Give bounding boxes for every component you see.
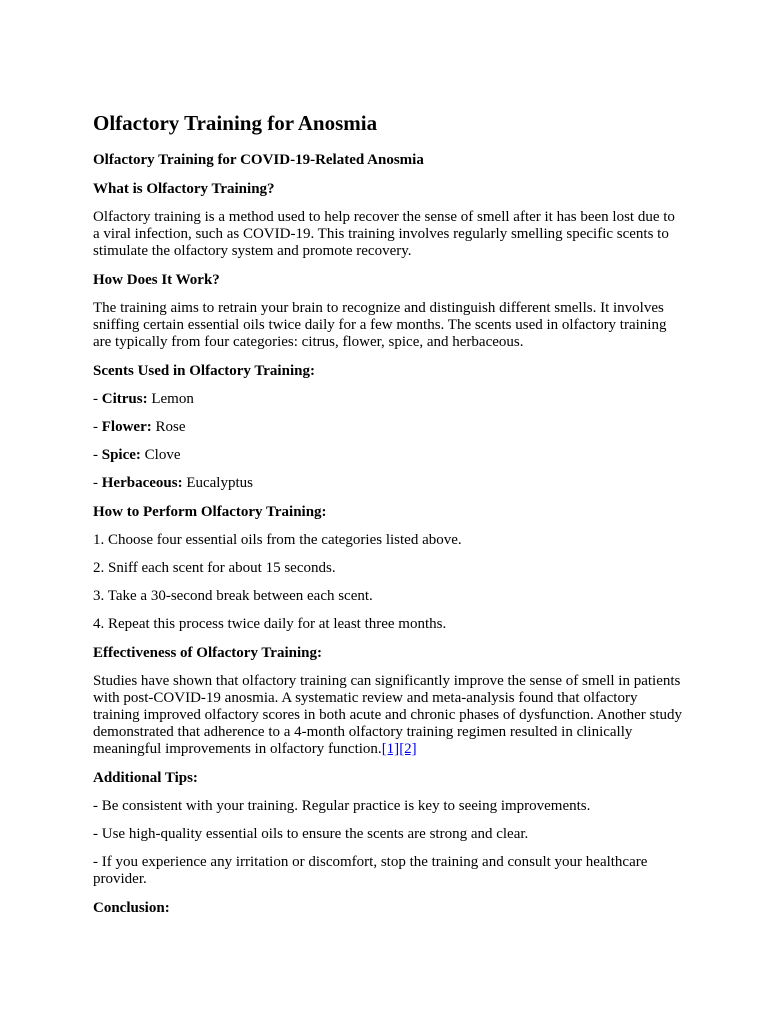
scent-item-herbaceous: - Herbaceous: Eucalyptus <box>93 475 253 491</box>
scent-category: Herbaceous: <box>101 475 183 491</box>
scent-item-spice: - Spice: Clove <box>93 447 181 463</box>
step-item: 1. Choose four essential oils from the categories listed above. <box>93 532 462 548</box>
scent-category: Flower: <box>101 419 152 435</box>
tip-item: - Use high-quality essential oils to ensure the scents are strong and clear. <box>93 826 529 842</box>
scent-value: Eucalyptus <box>186 475 253 491</box>
reference-link-1[interactable]: [1] <box>381 741 400 757</box>
page-title: Olfactory Training for Anosmia <box>93 111 378 135</box>
article-subtitle: Olfactory Training for COVID-19-Related Anosmia <box>93 152 424 168</box>
section-body-how: The training aims to retrain your brain to recognize and distinguish different smells. It involves sniffing certain essential oils twice daily for a few months. The scents used in olfactory training are typically from four categories: citrus, flower, spice, and herbaceous. <box>93 300 667 350</box>
scent-category: Spice: <box>101 447 141 463</box>
tip-item: - If you experience any irritation or discomfort, stop the training and consult your healthcare provider. <box>93 854 648 887</box>
section-heading-effectiveness: Effectiveness of Olfactory Training: <box>93 645 322 661</box>
scent-value: Clove <box>144 447 181 463</box>
scent-value: Lemon <box>151 391 194 407</box>
section-heading-how: How Does It Work? <box>93 272 220 288</box>
step-item: 3. Take a 30-second break between each scent. <box>93 588 373 604</box>
document-page <box>93 111 683 928</box>
section-heading-scents: Scents Used in Olfactory Training: <box>93 363 315 379</box>
section-heading-tips: Additional Tips: <box>93 770 198 786</box>
section-heading-what: What is Olfactory Training? <box>93 181 275 197</box>
step-item: 4. Repeat this process twice daily for at least three months. <box>93 616 447 632</box>
scent-item-flower: - Flower: Rose <box>93 419 186 435</box>
section-body-what: Olfactory training is a method used to help recover the sense of smell after it has been lost due to a viral infection, such as COVID-19. This training involves regularly smelling specific scents to stimulate the olfactory system and promote recovery. <box>93 209 675 259</box>
section-heading-conclusion: Conclusion: <box>93 900 170 916</box>
tip-item: - Be consistent with your training. Regular practice is key to seeing improvements. <box>93 798 591 814</box>
scent-item-citrus: - Citrus: Lemon <box>93 391 194 407</box>
reference-link-2[interactable]: [2] <box>399 741 417 757</box>
scent-category: Citrus: <box>101 391 148 407</box>
scent-value: Rose <box>155 419 186 435</box>
step-item: 2. Sniff each scent for about 15 seconds. <box>93 560 336 576</box>
section-body-effectiveness <box>93 673 683 758</box>
effectiveness-text: Studies have shown that olfactory training can significantly improve the sense of smell in patients with post-COVID-19 anosmia. A systematic review and meta-analysis found that olfactory training improved olfactory scores in both acute and chronic phases of dysfunction. Another study demonstrated that adherence to a 4-month olfactory training regimen resulted in clinically meaningful improvements in olfactory function. <box>93 673 683 757</box>
section-heading-perform: How to Perform Olfactory Training: <box>93 504 327 520</box>
